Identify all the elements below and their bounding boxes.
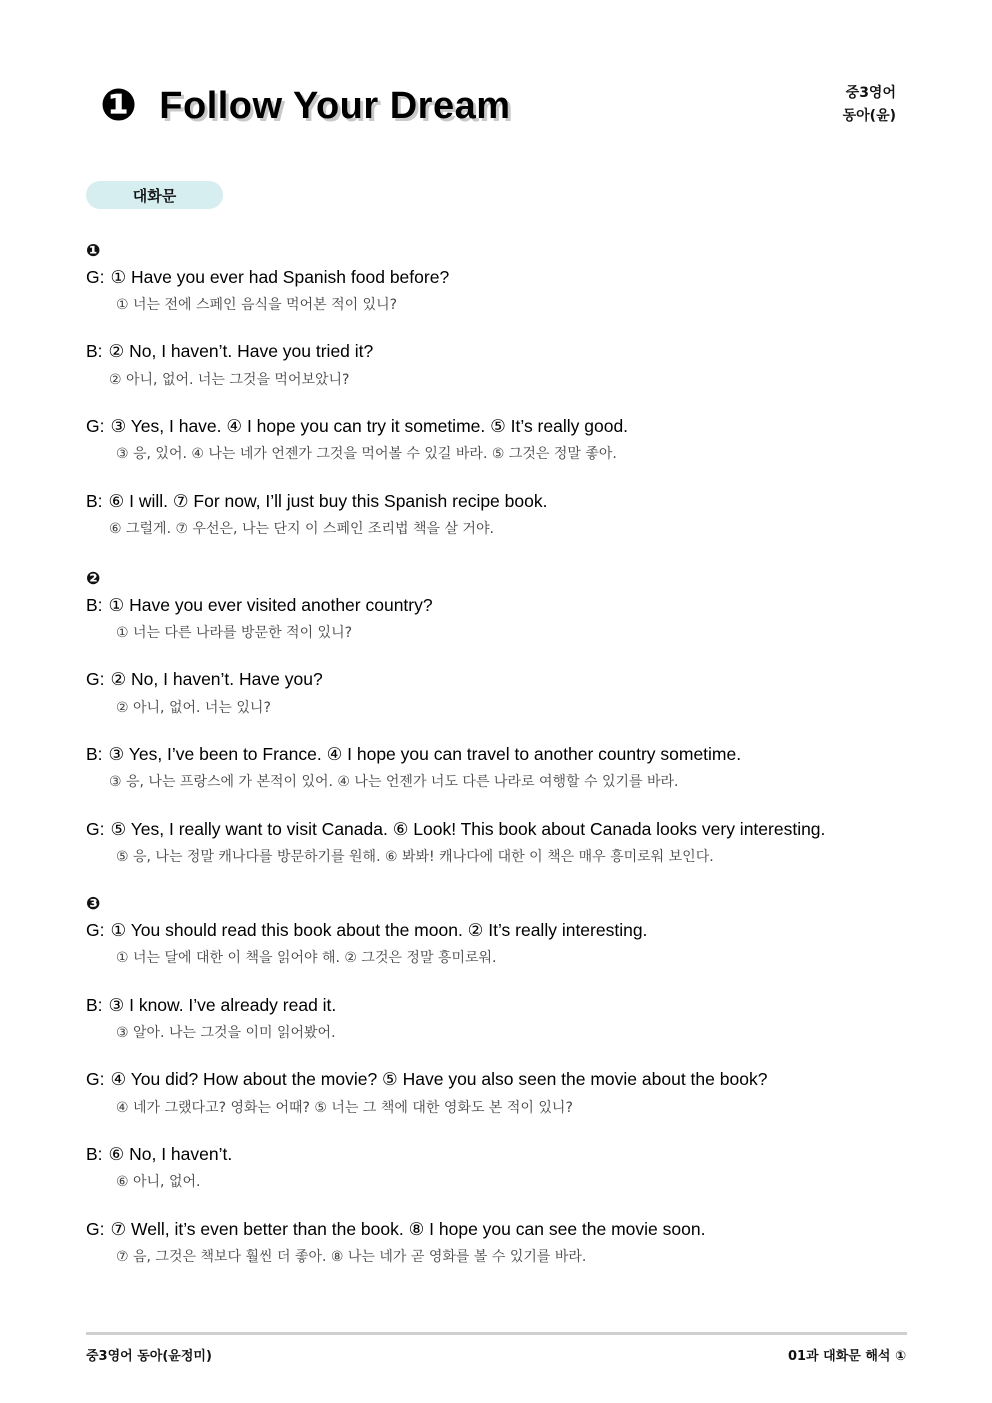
english-line [86,920,647,941]
english-text: ③ I know. I’ve already read it. [108,995,337,1015]
english-text: ④ You did? How about the movie? ⑤ Have you also seen the movie about the book? [110,1069,768,1089]
english-text: ① Have you ever visited another country? [108,595,433,615]
footer-book-info: 중3영어 동아(윤정미) [86,1349,212,1364]
page-title: Follow Your Dream [159,84,511,127]
korean-translation: ① 너는 다른 나라를 방문한 적이 있니? [116,625,353,641]
dialogue-marker-1: ❶ [86,241,101,261]
speaker-label: G: [86,669,105,689]
korean-translation: ⑥ 그럴게. ⑦ 우선은, 나는 단지 이 스페인 조리법 책을 살 거야. [109,521,494,537]
english-line [86,416,628,437]
dialogue-marker-2: ❷ [86,569,101,589]
english-text: ⑦ Well, it’s even better than the book. ⑧ I hope you can see the movie soon. [110,1219,706,1239]
english-line [86,669,323,690]
english-line [86,995,336,1016]
english-line [86,1069,767,1090]
korean-translation: ① 너는 달에 대한 이 책을 읽어야 해. ② 그것은 정말 흥미로워. [116,950,497,966]
english-line [86,491,547,512]
english-line [86,341,373,362]
speaker-label: B: [86,995,103,1015]
korean-translation: ⑤ 응, 나는 정말 캐나다를 방문하기를 원해. ⑥ 봐봐! 캐나다에 대한 이 책은 매우 흥미로워 보인다. [116,849,714,865]
korean-translation: ① 너는 전에 스페인 음식을 먹어본 적이 있니? [116,297,398,313]
english-text: ① Have you ever had Spanish food before? [110,267,450,287]
section-label: 대화문 [86,181,223,209]
korean-translation: ② 아니, 없어. 너는 있니? [116,700,271,716]
english-line [86,267,449,288]
speaker-label: B: [86,595,103,615]
speaker-label: G: [86,920,105,940]
speaker-label: B: [86,491,103,511]
korean-translation: ⑦ 음, 그것은 책보다 훨씬 더 좋아. ⑧ 나는 네가 곧 영화를 볼 수 있기를 바라. [116,1249,587,1265]
english-line [86,1144,232,1165]
english-text: ⑥ I will. ⑦ For now, I’ll just buy this Spanish recipe book. [108,491,548,511]
english-text: ② No, I haven’t. Have you? [110,669,323,689]
english-line [86,1219,705,1240]
grade-info [843,82,896,128]
speaker-label: G: [86,819,105,839]
korean-translation: ⑥ 아니, 없어. [116,1174,201,1190]
english-line [86,744,741,765]
english-text: ③ Yes, I’ve been to France. ④ I hope you can travel to another country sometime. [108,744,742,764]
speaker-label: B: [86,1144,103,1164]
speaker-label: B: [86,341,103,361]
korean-translation: ③ 응, 나는 프랑스에 가 본적이 있어. ④ 나는 언젠가 너도 다른 나라로 여행할 수 있기를 바라. [109,774,679,790]
footer-divider [86,1332,907,1335]
korean-translation: ② 아니, 없어. 너는 그것을 먹어보았니? [109,372,350,388]
english-text: ⑤ Yes, I really want to visit Canada. ⑥ Look! This book about Canada looks very interesting. [110,819,826,839]
speaker-label: B: [86,744,103,764]
publisher-label: 동아(윤) [842,108,896,124]
lesson-number: ❶ [100,80,138,131]
english-text: ② No, I haven’t. Have you tried it? [108,341,374,361]
footer-page-info: 01과 대화문 해석 ① [787,1349,906,1364]
speaker-label: G: [86,416,105,436]
english-text: ③ Yes, I have. ④ I hope you can try it sometime. ⑤ It’s really good. [110,416,629,436]
speaker-label: G: [86,1219,105,1239]
dialogue-marker-3: ❸ [86,894,101,914]
page-title-block [100,80,511,132]
english-line [86,595,433,616]
korean-translation: ④ 네가 그랬다고? 영화는 어때? ⑤ 너는 그 책에 대한 영화도 본 적이 있니? [116,1100,573,1116]
english-text: ⑥ No, I haven’t. [108,1144,233,1164]
korean-translation: ③ 알아. 나는 그것을 이미 읽어봤어. [116,1025,336,1041]
speaker-label: G: [86,1069,105,1089]
grade-label: 중3영어 [845,85,896,101]
english-text: ① You should read this book about the moon. ② It’s really interesting. [110,920,648,940]
speaker-label: G: [86,267,105,287]
english-line [86,819,825,840]
korean-translation: ③ 응, 있어. ④ 나는 네가 언젠가 그것을 먹어볼 수 있길 바라. ⑤ 그것은 정말 좋아. [116,446,617,462]
